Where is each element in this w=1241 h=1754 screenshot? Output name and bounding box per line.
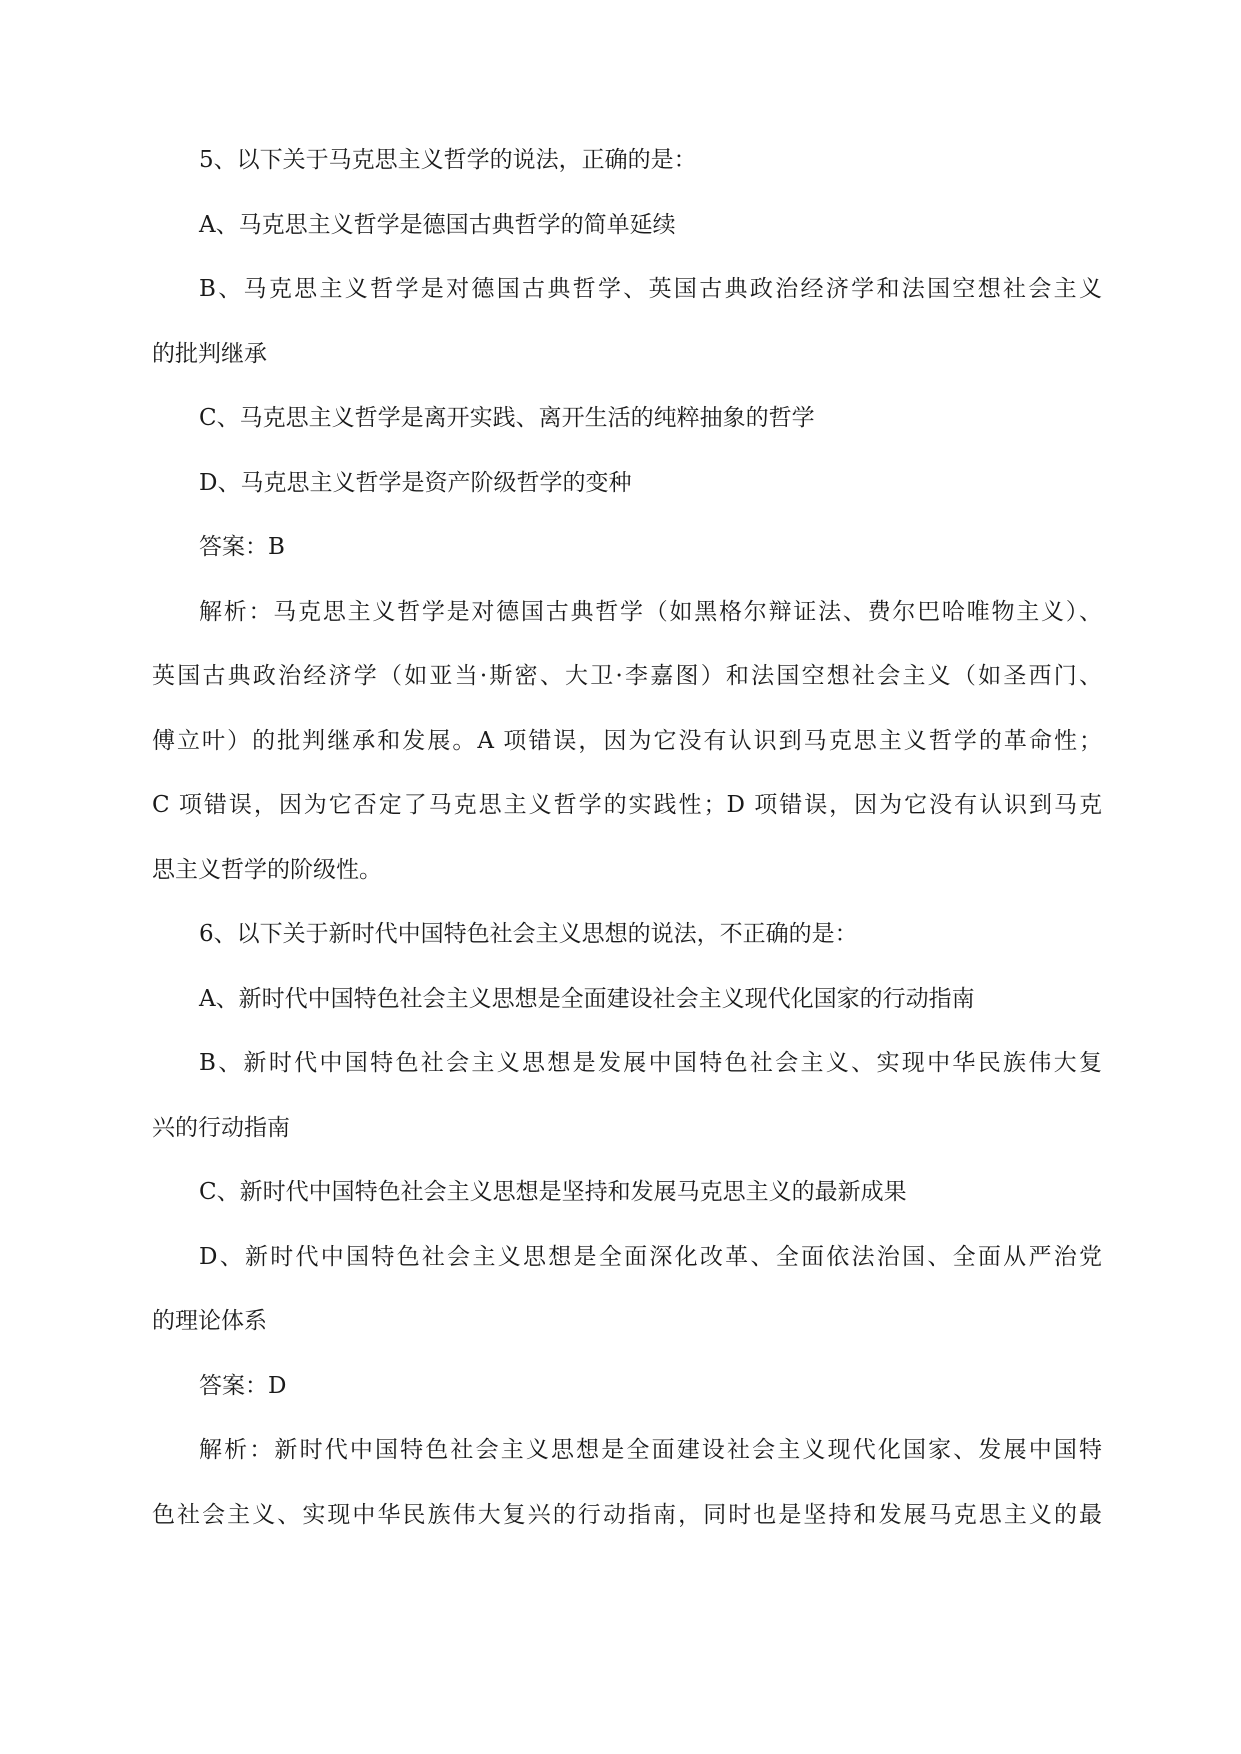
q5-question: 5、以下关于马克思主义哲学的说法，正确的是： (199, 147, 697, 173)
document-page (152, 140, 1102, 1559)
q6-option-c: C、新时代中国特色社会主义思想是坚持和发展马克思主义的最新成果 (199, 1179, 907, 1205)
q6-question: 6、以下关于新时代中国特色社会主义思想的说法，不正确的是： (199, 921, 858, 947)
q5-option-d: D、马克思主义哲学是资产阶级哲学的变种 (199, 469, 632, 496)
q5-analysis-line3: 傅立叶）的批判继承和发展。A 项错误，因为它没有认识到马克思主义哲学的革命性； (152, 727, 1102, 754)
q5-analysis-line2: 英国古典政治经济学（如亚当·斯密、大卫·李嘉图）和法国空想社会主义（如圣西门、 (152, 663, 1102, 689)
q5-analysis-line5: 思主义哲学的阶级性。 (152, 856, 382, 883)
q5-option-b-line2: 的批判继承 (152, 340, 267, 367)
q6-option-d-line1: D、新时代中国特色社会主义思想是全面深化改革、全面依法治国、全面从严治党 (199, 1243, 1102, 1270)
q5-analysis-line4: C 项错误，因为它否定了马克思主义哲学的实践性；D 项错误，因为它没有认识到马克 (152, 792, 1102, 818)
q5-option-a: A、马克思主义哲学是德国古典哲学的简单延续 (199, 211, 676, 238)
q5-option-b-line1: B、马克思主义哲学是对德国古典哲学、英国古典政治经济学和法国空想社会主义 (199, 276, 1102, 302)
q6-option-b-line2: 兴的行动指南 (152, 1114, 290, 1141)
q5-option-c: C、马克思主义哲学是离开实践、离开生活的纯粹抽象的哲学 (199, 405, 815, 431)
q6-analysis-line2: 色社会主义、实现中华民族伟大复兴的行动指南，同时也是坚持和发展马克思主义的最 (152, 1501, 1102, 1528)
q5-answer: 答案：B (199, 534, 285, 560)
q6-analysis-line1: 解析：新时代中国特色社会主义思想是全面建设社会主义现代化国家、发展中国特 (199, 1437, 1102, 1463)
q5-analysis-line1: 解析：马克思主义哲学是对德国古典哲学（如黑格尔辩证法、费尔巴哈唯物主义）、 (199, 598, 1102, 625)
q6-option-b-line1: B、新时代中国特色社会主义思想是发展中国特色社会主义、实现中华民族伟大复 (199, 1050, 1102, 1076)
q6-answer: 答案：D (199, 1372, 287, 1399)
q6-option-a: A、新时代中国特色社会主义思想是全面建设社会主义现代化国家的行动指南 (199, 985, 975, 1012)
q6-option-d-line2: 的理论体系 (152, 1308, 267, 1334)
